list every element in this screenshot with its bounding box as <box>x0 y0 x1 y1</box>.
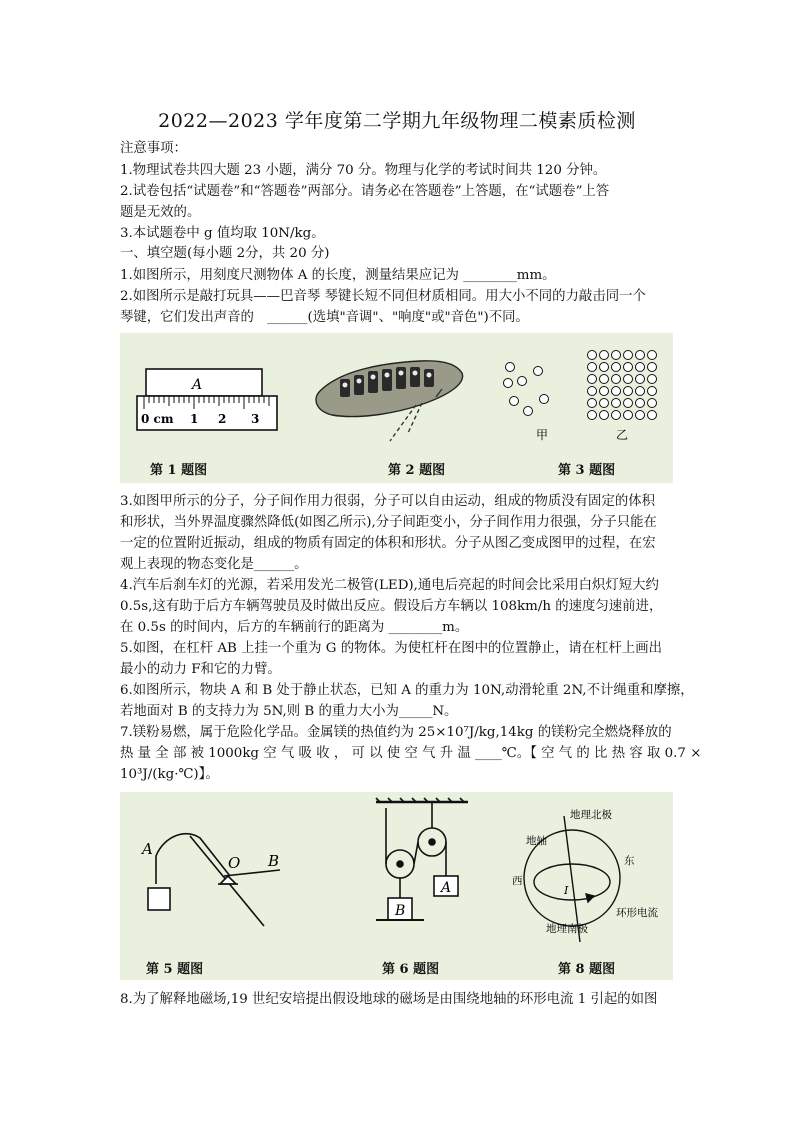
label-current-i: I <box>564 884 569 897</box>
ruler-tick-3: 3 <box>251 412 260 426</box>
question-2-cont: 琴键，它们发出声音的 ______(选填"音调"、"响度"或"音色")不同。 <box>120 310 529 325</box>
label-earth-axis: 地轴 <box>526 835 547 847</box>
question-5-line2: 最小的动力 F和它的力臂。 <box>120 662 281 677</box>
figure-row2-svg <box>120 792 673 980</box>
lever-label-a: A <box>142 840 153 858</box>
ruler-tick-2: 2 <box>218 412 227 426</box>
label-east: 东 <box>624 855 635 867</box>
label-west: 西 <box>512 875 523 887</box>
ruler-tick-1: 1 <box>190 412 199 426</box>
question-3-line2: 和形状，当外界温度骤然降低(如图乙所示),分子间距变小，分子间作用力很强，分子只能在 <box>120 515 657 530</box>
question-3-line4: 观上表现的物态变化是______。 <box>120 557 308 572</box>
ruler-tick-0: 0 cm <box>141 412 174 426</box>
note-3: 3.本试题卷中 g 值均取 10N/kg。 <box>120 226 325 241</box>
question-5-line1: 5.如图，在杠杆 AB 上挂一个重为 G 的物体。为使杠杆在图中的位置静止，请在杠杆上画出 <box>120 641 663 656</box>
note-2-cont: 题是无效的。 <box>120 205 201 220</box>
note-2: 2.试卷包括“试题卷”和“答题卷”两部分。请务必在答题卷”上答题，在“试题卷”上答 <box>120 184 610 199</box>
label-ring-current: 环形电流 <box>616 907 658 919</box>
label-yi: 乙 <box>616 428 629 442</box>
question-4-line3: 在 0.5s 的时间内，后方的车辆前行的距离为 ________m。 <box>120 620 469 635</box>
lever-label-b: B <box>268 852 280 870</box>
caption-fig2: 第 2 题图 <box>388 463 446 478</box>
molecules-figure <box>504 363 549 416</box>
question-3-line1: 3.如图甲所示的分子，分子间作用力很弱，分子可以自由运动，组成的物质没有固定的体积 <box>120 494 656 509</box>
label-north-pole: 地理北极 <box>570 809 612 821</box>
label-jia: 甲 <box>536 428 549 442</box>
notes-heading: 注意事项： <box>120 141 187 156</box>
question-6-line2: 若地面对 B 的支持力为 5N,则 B 的重力大小为_____N。 <box>120 704 458 719</box>
exam-title: 2022—2023 学年度第二学期九年级物理二模素质检测 <box>158 110 636 132</box>
question-2: 2.如图所示是敲打玩具——巴音琴 琴键长短不同但材质相同。用大小不同的力敲击同一个 <box>120 289 646 304</box>
figure-panel-2 <box>120 792 673 980</box>
question-1: 1.如图所示，用刻度尺测物体 A 的长度，测量结果应记为 ________mm。 <box>120 268 556 283</box>
section-heading: 一、填空题(每小题 2分，共 20 分) <box>120 246 330 261</box>
caption-fig6: 第 6 题图 <box>382 962 440 977</box>
pulley-label-b: B <box>395 903 406 919</box>
label-south-pole: 地理南极 <box>546 923 588 935</box>
pulley-figure <box>376 798 468 920</box>
figure-panel-1 <box>120 333 673 483</box>
lever-figure <box>148 834 280 926</box>
ruler-figure <box>137 369 277 430</box>
caption-fig1: 第 1 题图 <box>150 463 208 478</box>
lever-label-o: O <box>228 854 241 872</box>
question-6-line1: 6.如图所示，物块 A 和 B 处于静止状态，已知 A 的重力为 10N,动滑轮重 2N,不计绳重和摩擦， <box>120 683 694 698</box>
molecules-dense <box>588 351 657 420</box>
question-7-line1: 7.镁粉易燃，属于危险化学品。金属镁的热值约为 25×10⁷J/kg,14kg 的镁粉完全燃烧释放的 <box>120 725 672 740</box>
note-1: 1.物理试卷共四大题 23 小题，满分 70 分。物理与化学的考试时间共 120 分钟。 <box>120 163 607 178</box>
caption-fig5: 第 5 题图 <box>146 962 204 977</box>
caption-fig8: 第 8 题图 <box>558 962 616 977</box>
xylophone-figure <box>316 361 463 441</box>
object-a-label: A <box>192 377 203 393</box>
question-7-line3: 10³J/(kg·℃)】。 <box>120 767 219 782</box>
question-7-line2: 热 量 全 部 被 1000kg 空 气 吸 收 ， 可 以 使 空 气 升 温 ____℃。【 空 气 的 比 热 容 取 0.7 × <box>120 746 702 761</box>
question-4-line2: 0.5s,这有助于后方车辆驾驶员及时做出反应。假设后方车辆以 108km/h 的速度匀速前进， <box>120 599 663 614</box>
question-3-line3: 一定的位置附近振动，组成的物质有固定的体积和形状。分子从图乙变成图甲的过程，在宏 <box>120 536 656 551</box>
caption-fig3: 第 3 题图 <box>558 463 616 478</box>
pulley-label-a: A <box>441 880 452 896</box>
question-8-line1: 8.为了解释地磁场,19 世纪安培提出假设地球的磁场是由围绕地轴的环形电流 1 引起的如图 <box>120 992 658 1007</box>
question-4-line1: 4.汽车后刹车灯的光源，若采用发光二极管(LED),通电后亮起的时间会比采用白炽灯短大约 <box>120 578 659 593</box>
